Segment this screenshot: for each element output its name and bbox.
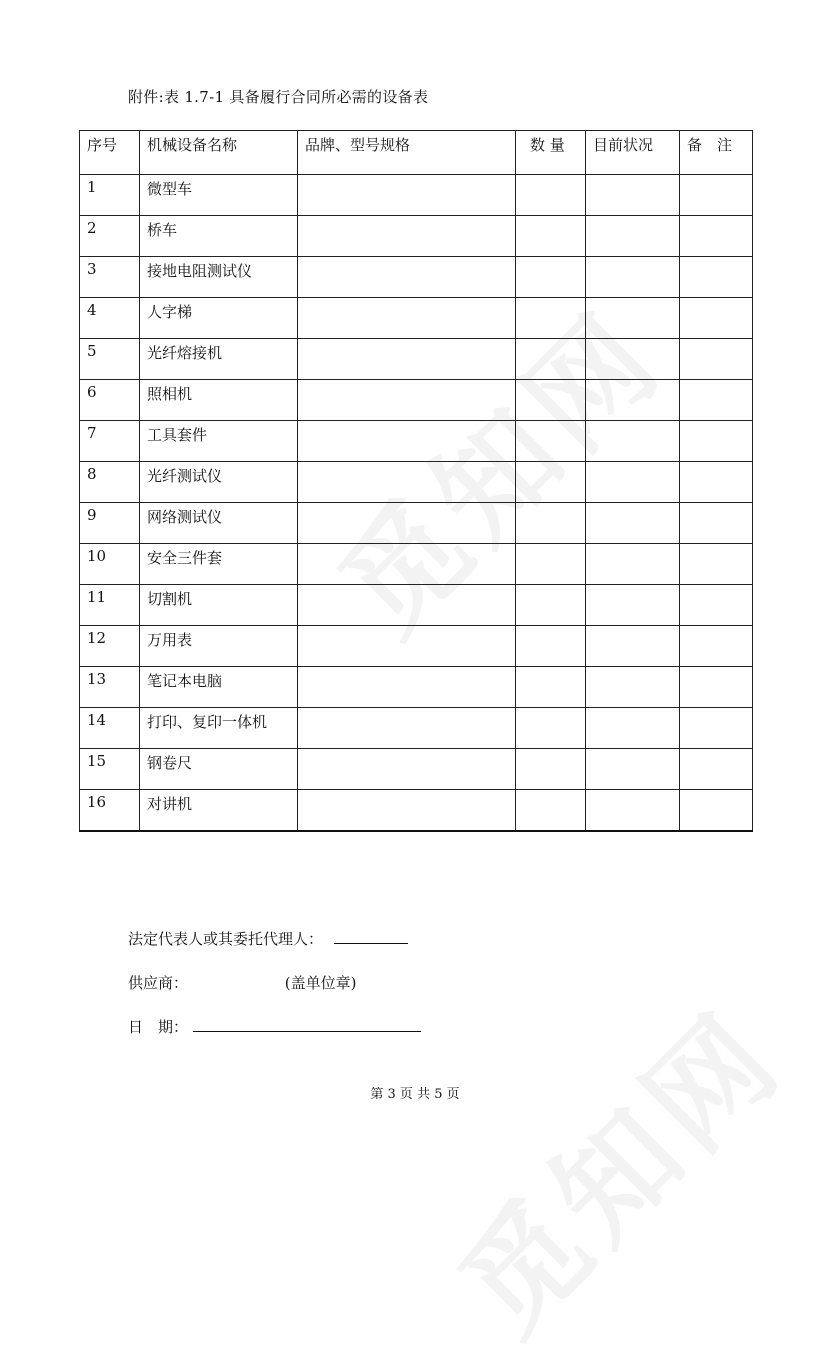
brand-model-cell[interactable] bbox=[298, 380, 516, 421]
row-number: 13 bbox=[80, 667, 140, 708]
note-cell[interactable] bbox=[680, 298, 753, 339]
equipment-name: 人字梯 bbox=[140, 298, 298, 339]
brand-model-cell[interactable] bbox=[298, 503, 516, 544]
page-footer: 第 3 页 共 5 页 bbox=[370, 1087, 460, 1102]
equipment-name: 微型车 bbox=[140, 175, 298, 216]
status-cell[interactable] bbox=[586, 257, 680, 298]
note-cell[interactable] bbox=[680, 585, 753, 626]
status-cell[interactable] bbox=[586, 339, 680, 380]
table-row bbox=[80, 380, 753, 421]
row-number: 15 bbox=[80, 749, 140, 790]
representative-label: 法定代表人或其委托代理人： bbox=[128, 930, 324, 948]
equipment-name: 万用表 bbox=[140, 626, 298, 667]
table-row bbox=[80, 585, 753, 626]
table-row bbox=[80, 339, 753, 380]
equipment-name: 安全三件套 bbox=[140, 544, 298, 585]
brand-model-cell[interactable] bbox=[298, 216, 516, 257]
status-cell[interactable] bbox=[586, 708, 680, 749]
note-cell[interactable] bbox=[680, 667, 753, 708]
note-cell[interactable] bbox=[680, 380, 753, 421]
quantity-cell[interactable] bbox=[516, 462, 586, 503]
brand-model-cell[interactable] bbox=[298, 749, 516, 790]
supplier-label: 供应商： bbox=[128, 974, 189, 992]
quantity-cell[interactable] bbox=[516, 298, 586, 339]
date-blank[interactable] bbox=[193, 1017, 421, 1032]
quantity-cell[interactable] bbox=[516, 749, 586, 790]
row-number: 14 bbox=[80, 708, 140, 749]
brand-model-cell[interactable] bbox=[298, 339, 516, 380]
equipment-name: 网络测试仪 bbox=[140, 503, 298, 544]
table-row bbox=[80, 749, 753, 790]
header-no: 序号 bbox=[80, 131, 140, 175]
brand-model-cell[interactable] bbox=[298, 626, 516, 667]
row-number: 1 bbox=[80, 175, 140, 216]
date-line bbox=[128, 1016, 421, 1037]
equipment-name: 对讲机 bbox=[140, 790, 298, 831]
equipment-table bbox=[79, 130, 753, 832]
status-cell[interactable] bbox=[586, 503, 680, 544]
row-number: 7 bbox=[80, 421, 140, 462]
supplier-line bbox=[128, 972, 357, 993]
status-cell[interactable] bbox=[586, 544, 680, 585]
note-cell[interactable] bbox=[680, 708, 753, 749]
brand-model-cell[interactable] bbox=[298, 462, 516, 503]
status-cell[interactable] bbox=[586, 380, 680, 421]
table-row bbox=[80, 216, 753, 257]
equipment-name: 光纤测试仪 bbox=[140, 462, 298, 503]
table-row bbox=[80, 626, 753, 667]
header-name: 机械设备名称 bbox=[140, 131, 298, 175]
table-row bbox=[80, 175, 753, 216]
quantity-cell[interactable] bbox=[516, 708, 586, 749]
status-cell[interactable] bbox=[586, 216, 680, 257]
header-brand: 品牌、型号规格 bbox=[298, 131, 516, 175]
note-cell[interactable] bbox=[680, 749, 753, 790]
note-cell[interactable] bbox=[680, 790, 753, 831]
quantity-cell[interactable] bbox=[516, 585, 586, 626]
representative-blank[interactable] bbox=[334, 929, 408, 944]
equipment-name: 照相机 bbox=[140, 380, 298, 421]
note-cell[interactable] bbox=[680, 421, 753, 462]
date-label: 日 期： bbox=[128, 1018, 189, 1036]
status-cell[interactable] bbox=[586, 421, 680, 462]
note-cell[interactable] bbox=[680, 216, 753, 257]
header-qty: 数 量 bbox=[516, 131, 586, 175]
representative-line bbox=[128, 928, 408, 949]
row-number: 2 bbox=[80, 216, 140, 257]
brand-model-cell[interactable] bbox=[298, 298, 516, 339]
brand-model-cell[interactable] bbox=[298, 175, 516, 216]
note-cell[interactable] bbox=[680, 462, 753, 503]
brand-model-cell[interactable] bbox=[298, 790, 516, 831]
note-cell[interactable] bbox=[680, 175, 753, 216]
note-cell[interactable] bbox=[680, 544, 753, 585]
table-row bbox=[80, 503, 753, 544]
note-cell[interactable] bbox=[680, 257, 753, 298]
brand-model-cell[interactable] bbox=[298, 667, 516, 708]
quantity-cell[interactable] bbox=[516, 544, 586, 585]
status-cell[interactable] bbox=[586, 749, 680, 790]
table-header-row bbox=[80, 131, 753, 175]
header-note: 备 注 bbox=[680, 131, 753, 175]
row-number: 3 bbox=[80, 257, 140, 298]
row-number: 8 bbox=[80, 462, 140, 503]
status-cell[interactable] bbox=[586, 462, 680, 503]
note-cell[interactable] bbox=[680, 339, 753, 380]
table-row bbox=[80, 462, 753, 503]
seal-note: (盖单位章) bbox=[284, 974, 357, 992]
status-cell[interactable] bbox=[586, 298, 680, 339]
brand-model-cell[interactable] bbox=[298, 257, 516, 298]
watermark: 觅知网 bbox=[315, 286, 690, 661]
quantity-cell[interactable] bbox=[516, 216, 586, 257]
equipment-name: 接地电阻测试仪 bbox=[140, 257, 298, 298]
brand-model-cell[interactable] bbox=[298, 421, 516, 462]
table-row bbox=[80, 544, 753, 585]
note-cell[interactable] bbox=[680, 503, 753, 544]
quantity-cell[interactable] bbox=[516, 421, 586, 462]
equipment-name: 桥车 bbox=[140, 216, 298, 257]
equipment-name: 打印、复印一体机 bbox=[140, 708, 298, 749]
table-row bbox=[80, 298, 753, 339]
table-row bbox=[80, 667, 753, 708]
watermark-bottom: 觅知网 bbox=[435, 986, 810, 1361]
status-cell[interactable] bbox=[586, 790, 680, 831]
status-cell[interactable] bbox=[586, 667, 680, 708]
equipment-name: 工具套件 bbox=[140, 421, 298, 462]
quantity-cell[interactable] bbox=[516, 503, 586, 544]
table-row bbox=[80, 257, 753, 298]
quantity-cell[interactable] bbox=[516, 790, 586, 831]
quantity-cell[interactable] bbox=[516, 175, 586, 216]
row-number: 9 bbox=[80, 503, 140, 544]
status-cell[interactable] bbox=[586, 626, 680, 667]
row-number: 16 bbox=[80, 790, 140, 831]
row-number: 11 bbox=[80, 585, 140, 626]
status-cell[interactable] bbox=[586, 585, 680, 626]
row-number: 10 bbox=[80, 544, 140, 585]
status-cell[interactable] bbox=[586, 175, 680, 216]
note-cell[interactable] bbox=[680, 626, 753, 667]
quantity-cell[interactable] bbox=[516, 339, 586, 380]
row-number: 4 bbox=[80, 298, 140, 339]
brand-model-cell[interactable] bbox=[298, 585, 516, 626]
table-row bbox=[80, 790, 753, 831]
brand-model-cell[interactable] bbox=[298, 544, 516, 585]
table-row bbox=[80, 421, 753, 462]
brand-model-cell[interactable] bbox=[298, 708, 516, 749]
row-number: 12 bbox=[80, 626, 140, 667]
quantity-cell[interactable] bbox=[516, 380, 586, 421]
header-status: 目前状况 bbox=[586, 131, 680, 175]
quantity-cell[interactable] bbox=[516, 257, 586, 298]
quantity-cell[interactable] bbox=[516, 667, 586, 708]
equipment-name: 笔记本电脑 bbox=[140, 667, 298, 708]
equipment-name: 钢卷尺 bbox=[140, 749, 298, 790]
equipment-name: 切割机 bbox=[140, 585, 298, 626]
table-row bbox=[80, 708, 753, 749]
row-number: 6 bbox=[80, 380, 140, 421]
quantity-cell[interactable] bbox=[516, 626, 586, 667]
page-title: 附件:表 1.7-1 具备履行合同所必需的设备表 bbox=[128, 88, 429, 106]
equipment-name: 光纤熔接机 bbox=[140, 339, 298, 380]
row-number: 5 bbox=[80, 339, 140, 380]
